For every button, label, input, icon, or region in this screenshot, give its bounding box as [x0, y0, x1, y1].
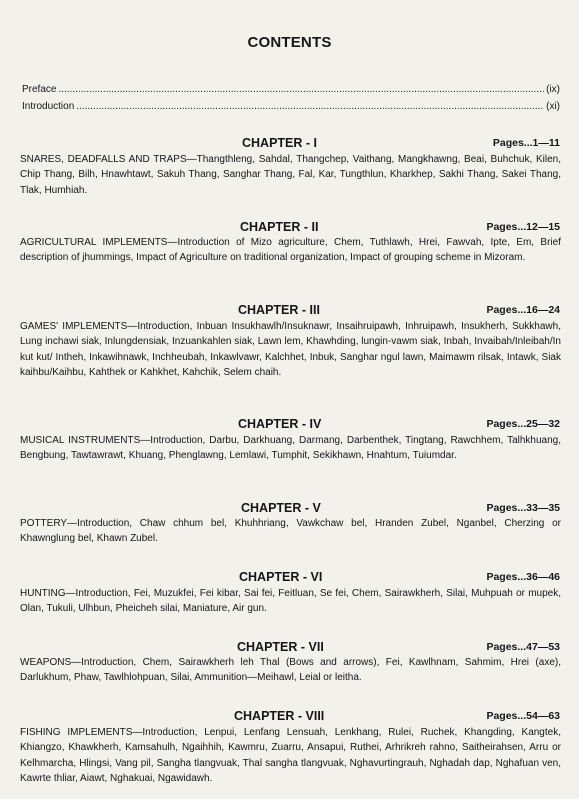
chapter-4-header	[0, 416, 579, 432]
chapter-title: CHAPTER - III	[238, 303, 320, 317]
chapter-pages: Pages...1—11	[492, 137, 560, 149]
chapter-1-contents: SNARES, DEADFALLS AND TRAPS—Thangthleng, Sahdal, Thangchep, Vaithang, Mangkhawng, Beai, Buhchuk, Kilen, Chip Thang, Bilh, Hnawhtawt, Sakuh Thang, Sanghar Thang, Fal, Kar, Tungthlun, Kharkhep, Sakhi Thang, Sakei Thang, Tlak, Humhiah.	[20, 154, 561, 196]
chapter-title: CHAPTER - I	[242, 136, 317, 150]
chapter-7-header	[0, 639, 579, 655]
chapter-5-contents: POTTERY—Introduction, Chaw chhum bel, Khuhhriang, Vawkchaw bel, Hranden Zubel, Nganbel, Cherzing or Khawnglung bel, Khawn Zubel.	[20, 518, 561, 545]
chapter-title: CHAPTER - V	[241, 501, 321, 515]
chapter-8-contents: FISHING IMPLEMENTS—Introduction, Lenpui, Lenfang Lensuah, Lenkhang, Rulei, Ruchek, Khangding, Kangtek, Khiangzo, Khawkherh, Kamsahulh, Ngaihhih, Kawmru, Zuarru, Ansapui, Ruthei, Arhrikreh rahno, Saitheirahsen, Arru or Kelhmarcha, Hlingsi, Vang pil, Sangha tlangvuak, Thal sangha tlangvuak, Nghavurtingrauh, Nghadah dap, Nghafuan ven, Kawrte thliar, Aiawt, Nghakuai, Ngawidawh.	[20, 727, 561, 785]
toc-label: Introduction	[22, 101, 75, 112]
dot-leader	[76, 101, 544, 113]
chapter-4-contents: MUSICAL INSTRUMENTS—Introduction, Darbu, Darkhuang, Darmang, Darbenthek, Tingtang, Rawchhem, Talhkhuang, Bengbung, Tawtawrawt, Khuang, Phenglawng, Lemlawi, Tumphit, Sekikhawn, Hnahtum, Tuiumdar.	[20, 435, 561, 462]
chapter-2-contents: AGRICULTURAL IMPLEMENTS—Introduction of Mizo agriculture, Chem, Tuthlawh, Hrei, Fawvah, Ipte, Em, Brief description of jhummings, Impact of Agriculture on traditional organization, Impact of grouping scheme in Mizoram.	[20, 237, 561, 264]
chapter-pages: Pages...33—35	[486, 502, 560, 514]
chapter-1-header	[0, 135, 579, 151]
chapter-6-contents: HUNTING—Introduction, Fei, Muzukfei, Fei kibar, Sai fei, Feitluan, Se fei, Chem, Sairawkherh, Silai, Muhpuah or mupek, Olan, Tukuli, Ulhbun, Pheicheh silai, Maniature, Air gun.	[20, 588, 561, 615]
chapter-5-header	[0, 500, 579, 516]
chapter-2-header	[0, 219, 579, 235]
chapter-title: CHAPTER - IV	[238, 417, 322, 431]
dot-leader	[58, 84, 544, 96]
page-title: CONTENTS	[247, 34, 332, 51]
chapter-6-header	[0, 569, 579, 585]
chapter-title: CHAPTER - VII	[237, 640, 324, 654]
toc-page: (ix)	[546, 84, 560, 95]
chapter-pages: Pages...36—46	[486, 571, 560, 583]
chapter-8-header	[0, 708, 579, 724]
chapter-pages: Pages...47—53	[486, 641, 560, 653]
chapter-title: CHAPTER - II	[240, 220, 319, 234]
chapter-pages: Pages...54—63	[486, 710, 560, 722]
toc-label: Preface	[22, 84, 57, 95]
chapter-3-contents: GAMES' IMPLEMENTS—Introduction, Inbuan Insukhawlh/Insuknawr, Insaihruipawh, Inhruipawh, Insukherh, Sukkhawh, Lung inchawi siak, Inlungdensiak, Inzuankahlen siak, Lawn lem, Khawhding, lungin-vawm siak, Inbah, Invaibah/Inleibah/In kut kut/ Intheh, Inkawihnawk, Inchheubah, Inkawlvawr, Kalchhet, Inbuk, Sanghar ngul lawn, Maimawm rilsak, Intawk, Siak kaihbu/Kaihbu, Kahthek or Kahkhet, Kahchik, Selem chaih.	[20, 321, 561, 379]
chapter-pages: Pages...16—24	[486, 304, 560, 316]
chapter-3-header	[0, 302, 579, 318]
chapter-7-contents: WEAPONS—Introduction, Chem, Sairawkherh leh Thal (Bows and arrows), Fei, Kawlhnam, Sahmim, Hrei (axe), Darlukhum, Phaw, Tawlhlohpuan, Silai, Ammunition—Meihawl, Leial or leitha.	[20, 657, 561, 684]
toc-row-preface	[22, 84, 560, 96]
chapter-pages: Pages...25—32	[486, 418, 560, 430]
toc-page: (xi)	[546, 101, 560, 112]
chapter-pages: Pages...12—15	[486, 221, 560, 233]
chapter-title: CHAPTER - VIII	[234, 709, 325, 723]
toc-row-introduction	[22, 101, 560, 113]
chapter-title: CHAPTER - VI	[239, 570, 323, 584]
